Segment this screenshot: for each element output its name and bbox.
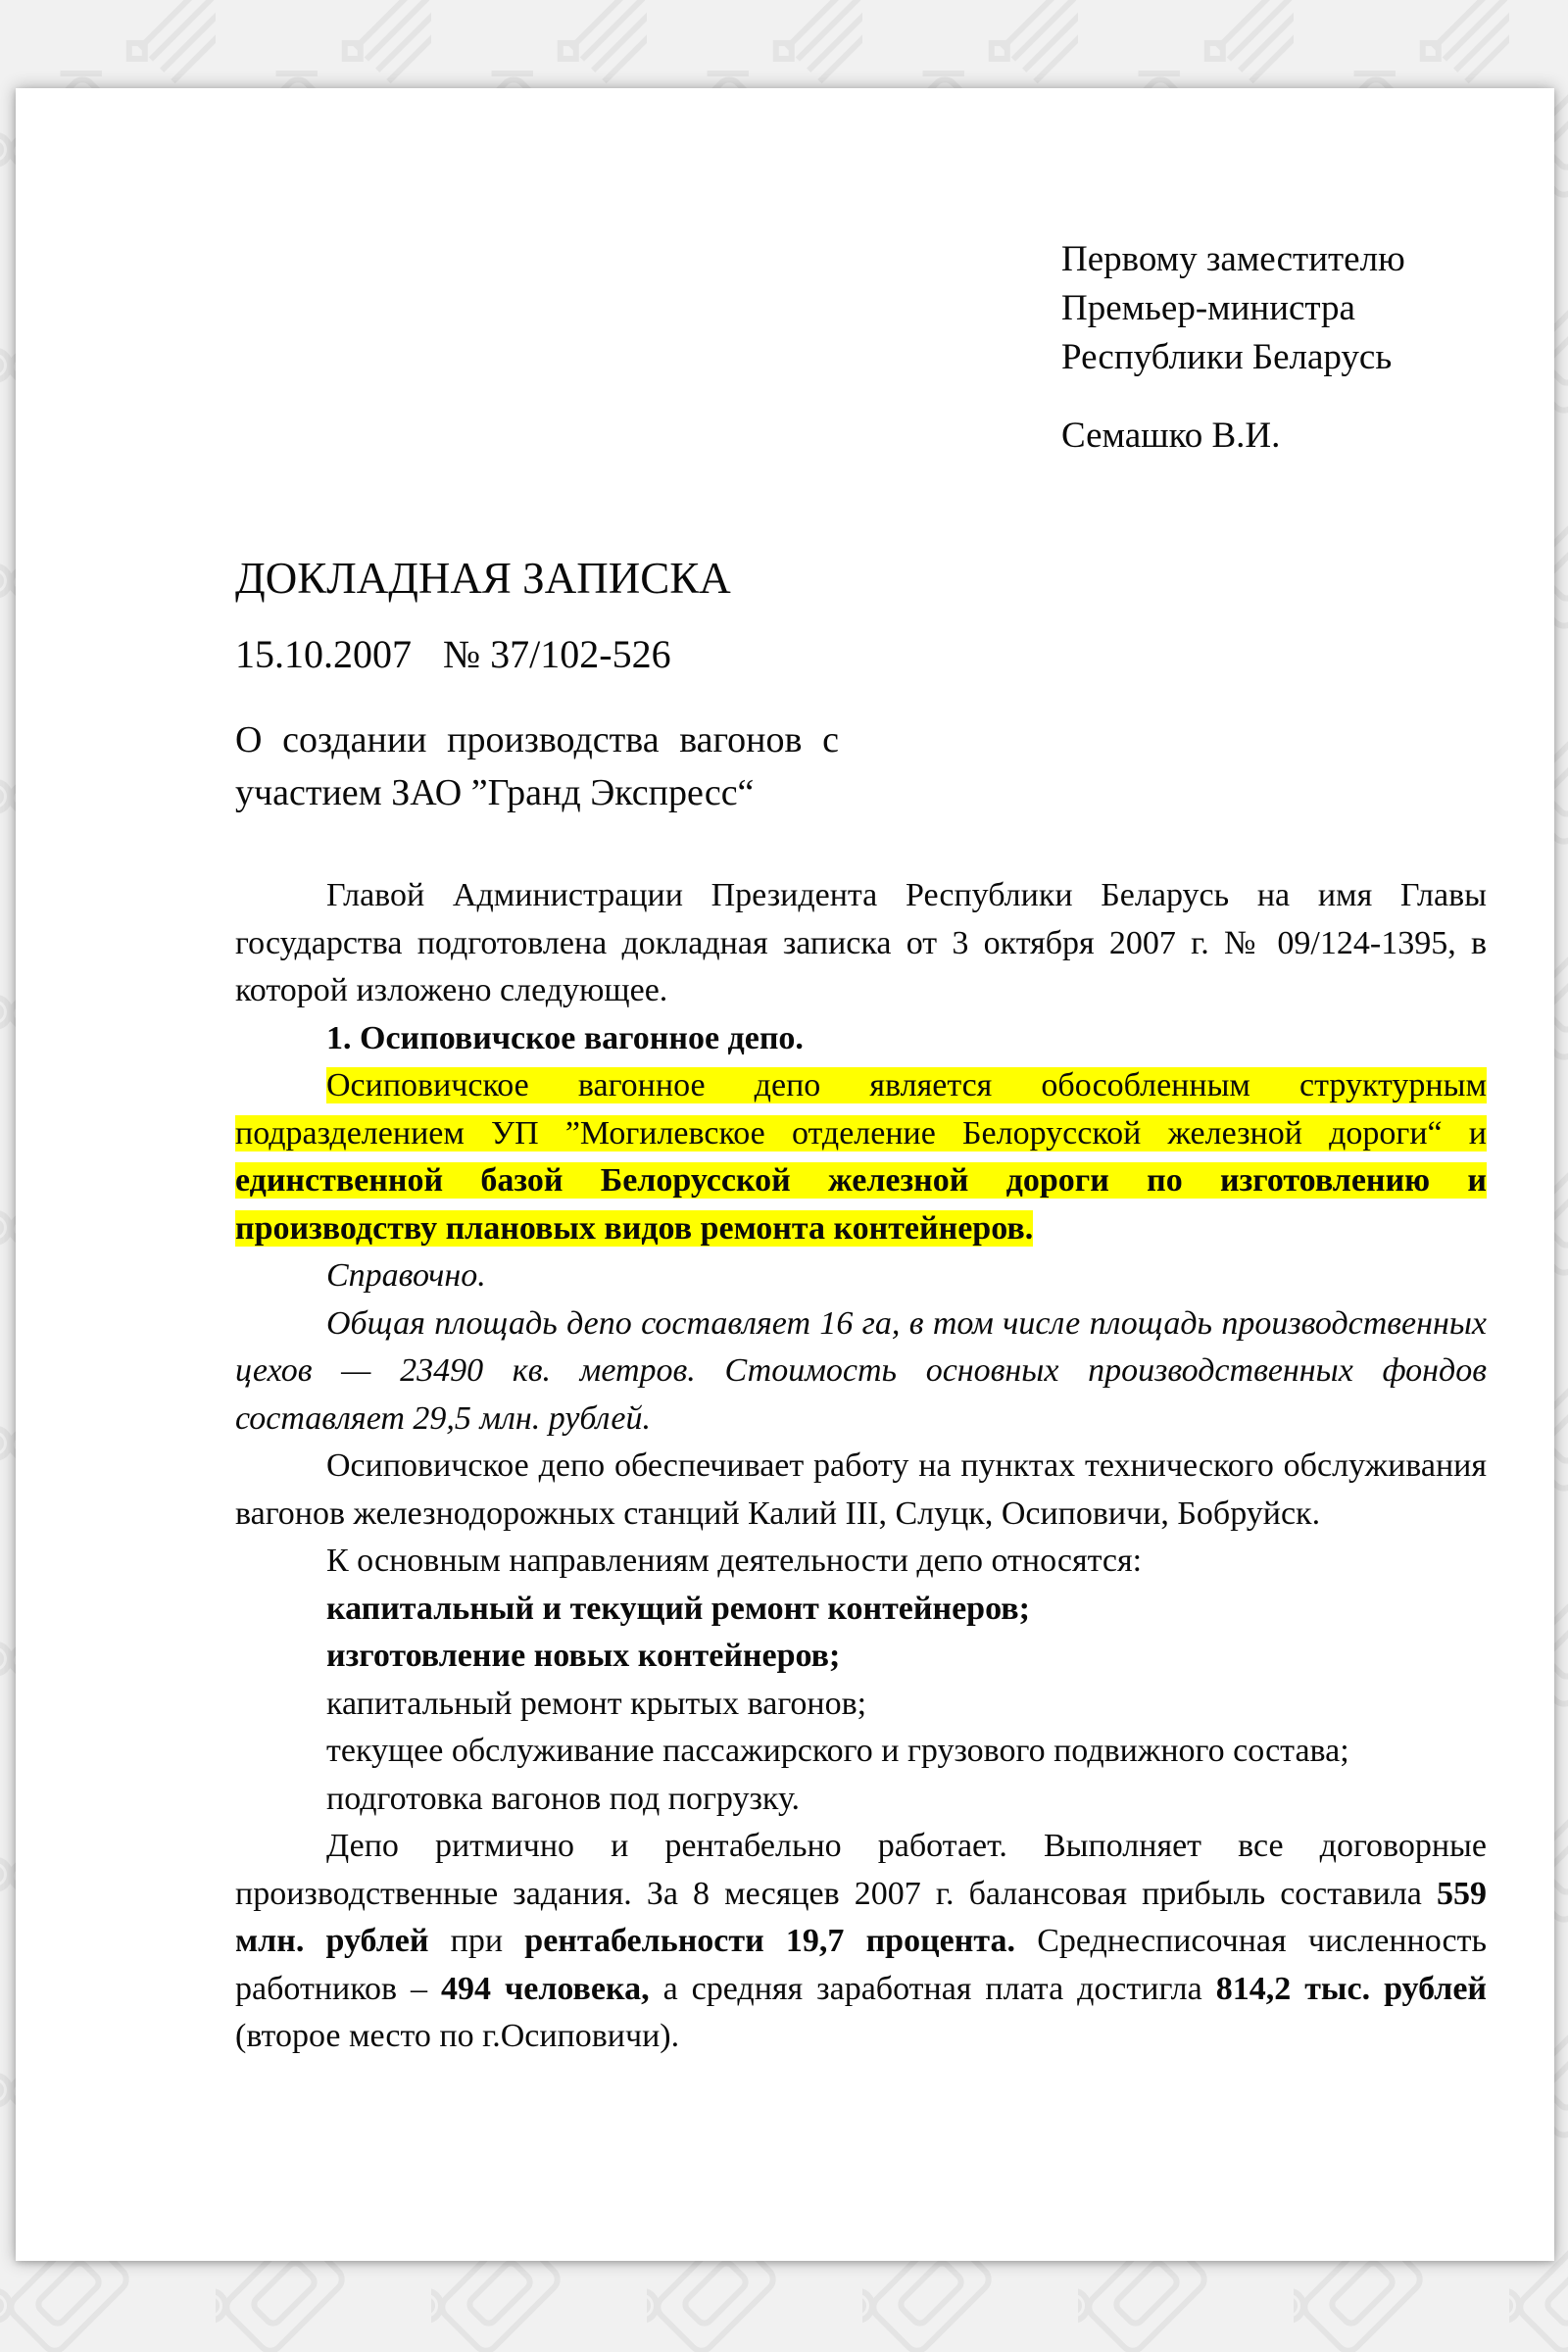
document-number: № 37/102-526 [443, 632, 671, 676]
paragraph-results: Депо ритмично и рентабельно работает. Выполняет все договорные производственные задания. За 8 месяцев 2007 г. балансовая прибыль составила 559 млн. рублей при рентабельности 19,7 процента. Среднесписочная численность работников – 494 человека, а средняя заработная плата достигла 814,2 тыс. рублей (второе место по г.Осиповичи). [235, 1828, 1488, 2054]
document-date: 15.10.2007 [235, 632, 412, 676]
list-item: капитальный и текущий ремонт контейнеров; [326, 1590, 1030, 1627]
addressee-block [1061, 235, 1405, 461]
reference-label: Справочно. [326, 1257, 486, 1294]
addressee-line: Республики Беларусь [1061, 337, 1393, 377]
paragraph-activities-lead: К основным направлениям деятельности депо относятся: [326, 1543, 1143, 1579]
document-subject [235, 713, 839, 819]
addressee-line: Премьер-министра [1061, 288, 1355, 328]
subject-line: участием ЗАО ”Гранд Экспресс“ [235, 772, 755, 813]
highlighted-paragraph [235, 1062, 1487, 1252]
document-page [16, 88, 1554, 2261]
addressee-name: Семашко В.И. [1061, 416, 1281, 456]
document-title: ДОКЛАДНАЯ ЗАПИСКА [235, 554, 731, 603]
highlight-mark [235, 1067, 1487, 1247]
paragraph-intro: Главой Администрации Президента Республики Беларусь на имя Главы государства подготовлена докладная записка от 3 октября 2007 г. № 09/124-1395, в которой изложено следующее. [235, 877, 1487, 1008]
list-item: капитальный ремонт крытых вагонов; [326, 1685, 867, 1722]
paragraph-depot-service: Осиповичское депо обеспечивает работу на пунктах технического обслуживания вагонов железнодорожных станций Калий III, Слуцк, Осиповичи, Бобруйск. [235, 1447, 1487, 1532]
section-heading: 1. Осиповичское вагонное депо. [326, 1019, 804, 1056]
highlight-normal-text: Осиповичское вагонное депо является обособленным структурным подразделением УП ”Могилевское отделение Белорусской железной дороги“ и [235, 1067, 1487, 1152]
list-item: изготовление новых контейнеров; [326, 1638, 841, 1674]
highlight-bold-text: единственной базой Белорусской железной дороги по изготовлению и производству плановых видов ремонта контейнеров. [235, 1162, 1487, 1247]
reference-paragraph: Общая площадь депо составляет 16 га, в том числе площадь производственных цехов — 23490 кв. метров. Стоимость основных производственных фондов составляет 29,5 млн. рублей. [235, 1304, 1487, 1437]
list-item: подготовка вагонов под погрузку. [326, 1780, 801, 1817]
document-dateline [235, 631, 671, 678]
list-item: текущее обслуживание пассажирского и грузового подвижного состава; [326, 1733, 1349, 1769]
subject-line: О создании производства вагонов с [235, 719, 839, 760]
document-body [235, 872, 1487, 2061]
addressee-line: Первому заместителю [1061, 239, 1405, 279]
